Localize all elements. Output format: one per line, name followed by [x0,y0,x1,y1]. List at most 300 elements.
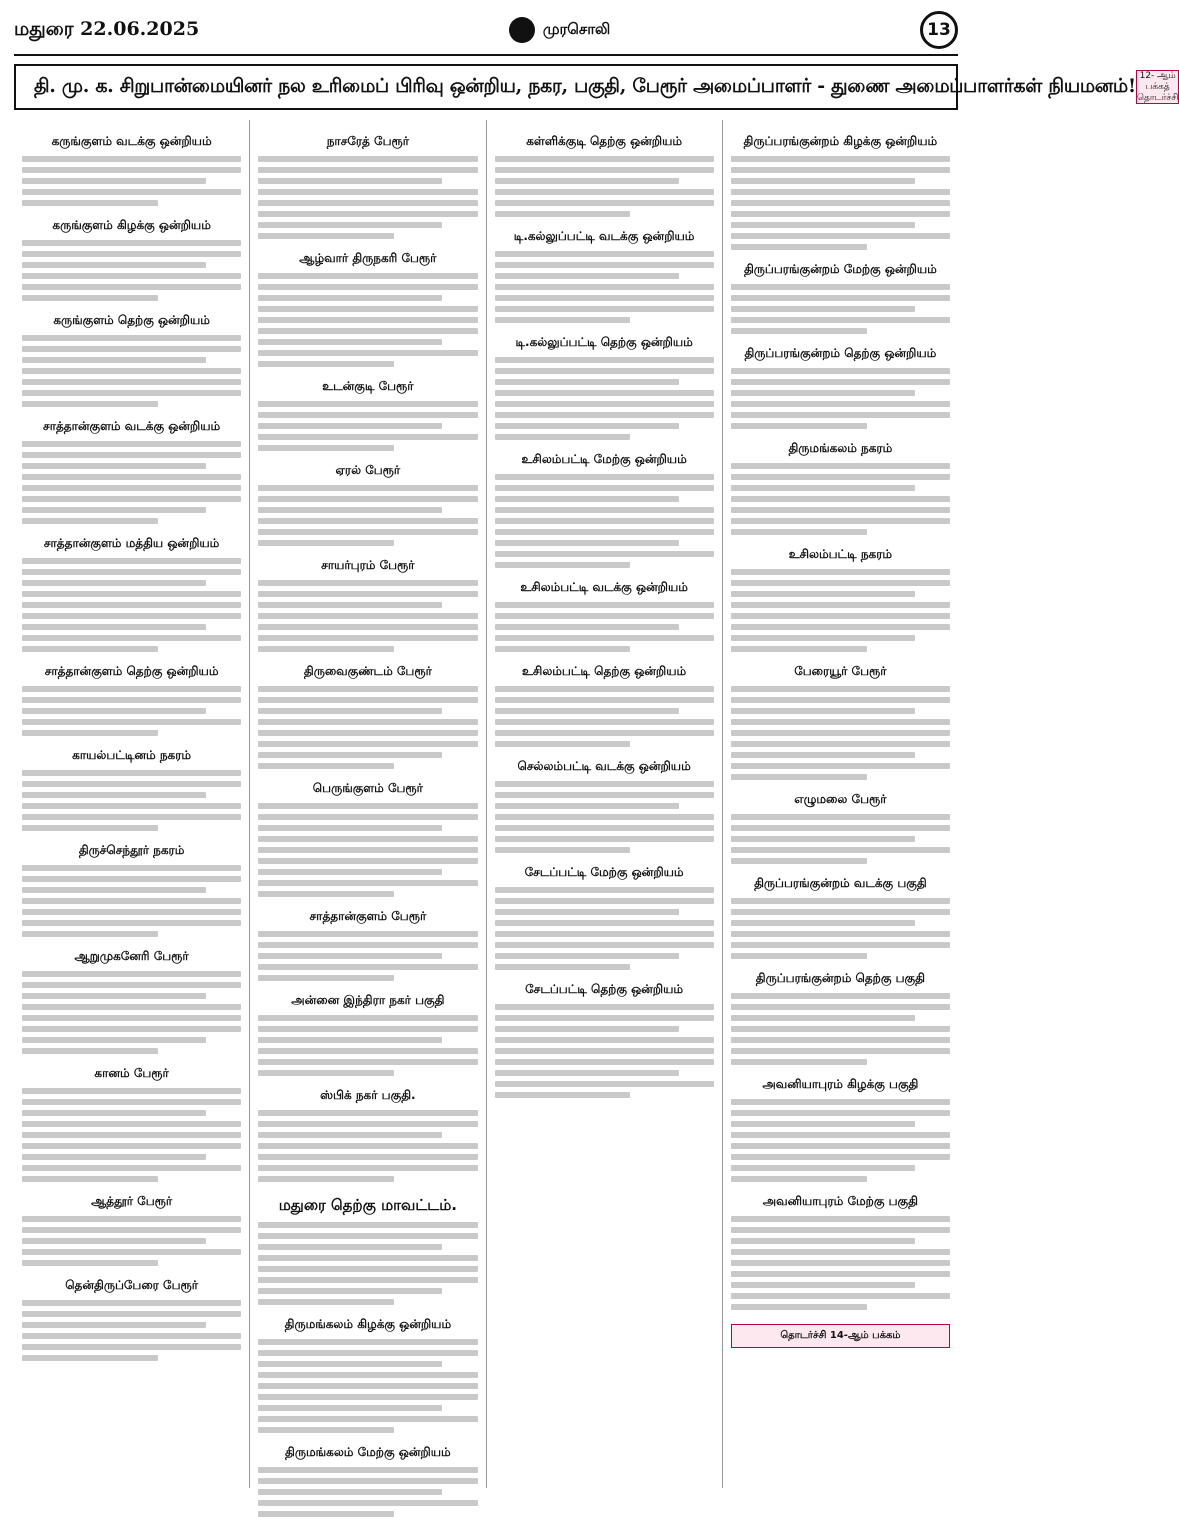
section-heading: சாத்தான்குளம் மத்திய ஒன்றியம் [43,536,220,550]
text-line [258,178,442,184]
text-line [22,602,241,608]
section-heading: திருவைகுண்டம் பேரூர் [303,664,432,678]
text-line [495,964,631,970]
text-line [731,953,867,959]
text-line [258,284,477,290]
text-line [731,697,950,703]
column-2 [250,120,486,1488]
text-line [22,887,206,893]
headline: தி. மு. க. சிறுபான்மையினர் நல உரிமைப் பிரிவு ஒன்றிய, நகர, பகுதி, பேரூர் அமைப்பாளர் - துணை அமைப்பாளர்கள் நியமனம்! [34,74,1136,97]
article-columns [14,120,958,1488]
text-line [495,1048,714,1054]
text-line [731,1026,950,1032]
section-body [258,1110,477,1182]
text-line [258,339,442,345]
text-line [731,306,915,312]
section-heading: அவனியாபுரம் கிழக்கு பகுதி [762,1077,919,1091]
text-line [731,1227,950,1233]
text-line [731,719,950,725]
text-line [495,262,714,268]
text-line [731,317,950,323]
section-heading: ஏரல் பேரூர் [335,463,401,477]
text-line [22,200,158,206]
text-line [22,931,158,937]
text-line [258,580,477,586]
text-line [731,423,867,429]
text-line [22,1300,241,1306]
text-line [731,569,950,575]
text-line [258,1143,477,1149]
text-line [258,167,477,173]
text-line [258,273,477,279]
text-line [22,730,158,736]
text-line [258,1350,477,1356]
text-line [258,518,477,524]
section-heading: திருமங்கலம் மேற்கு ஒன்றியம் [285,1445,451,1459]
text-line [22,1344,241,1350]
text-line [495,697,714,703]
text-line [731,708,915,714]
section-heading: சேடப்பட்டி தெற்கு ஒன்றியம் [525,982,684,996]
text-line [731,686,950,692]
text-line [22,379,241,385]
text-line [731,635,915,641]
text-line [22,719,241,725]
text-line [258,401,477,407]
section-heading: திருமங்கலம் நகரம் [788,441,893,455]
text-line [495,836,714,842]
text-line [22,814,241,820]
text-line [258,741,477,747]
text-line [258,507,442,513]
text-line [495,507,714,513]
section-body [22,686,241,736]
section-heading: சாத்தான்குளம் வடக்கு ஒன்றியம் [43,419,221,433]
text-line [731,1260,950,1266]
section-heading: அன்னை இந்திரா நகர் பகுதி [291,993,445,1007]
text-line [258,931,477,937]
text-line [495,1070,679,1076]
text-line [495,1004,714,1010]
text-line [22,346,241,352]
section-heading: உசிலம்பட்டி வடக்கு ஒன்றியம் [520,580,688,594]
text-line [22,401,158,407]
text-line [22,1322,206,1328]
section-heading: உசிலம்பட்டி மேற்கு ஒன்றியம் [521,452,687,466]
text-line [22,1099,241,1105]
text-line [495,189,714,195]
text-line [258,1288,442,1294]
text-line [22,591,241,597]
section-heading: திருப்பரங்குன்றம் வடக்கு பகுதி [754,876,927,890]
continued-on-tag: தொடர்ச்சி 14-ஆம் பக்கம் [731,1324,950,1348]
section-body [731,1099,950,1182]
text-line [258,1015,477,1021]
section-body [258,401,477,451]
text-line [495,708,679,714]
text-line [22,518,158,524]
text-line [495,825,714,831]
text-line [258,825,442,831]
text-line [731,1165,915,1171]
masthead [14,8,958,52]
text-line [258,1165,477,1171]
section-heading: சாத்தான்குளம் பேரூர் [309,909,427,923]
section-heading: கருங்குளம் கிழக்கு ஒன்றியம் [52,218,211,232]
text-line [495,792,714,798]
text-line [258,1244,442,1250]
paper-title [509,17,611,43]
text-line [495,251,714,257]
text-line [495,814,714,820]
section-body [495,887,714,970]
text-line [731,222,915,228]
text-line [495,1015,714,1021]
section-heading: திருப்பரங்குன்றம் தெற்கு பகுதி [755,971,925,985]
text-line [22,865,241,871]
section-heading: திருச்செந்தூர் நகரம் [78,843,185,857]
text-line [258,1026,477,1032]
text-line [495,847,631,853]
text-line [22,1037,206,1043]
text-line [22,335,241,341]
section-body [731,993,950,1065]
paper-name: முரசொலி [542,20,611,38]
text-line [22,613,241,619]
section-body [22,156,241,206]
text-line [731,613,950,619]
text-line [258,891,394,897]
section-body [258,686,477,769]
text-line [258,1427,394,1433]
text-line [731,233,950,239]
text-line [258,1233,477,1239]
text-line [258,1255,477,1261]
text-line [731,390,915,396]
text-line [731,591,915,597]
section-body [731,284,950,334]
text-line [495,1037,714,1043]
text-line [731,518,950,524]
text-line [731,1271,950,1277]
section-heading: திருப்பரங்குன்றம் கிழக்கு ஒன்றியம் [743,134,938,148]
text-line [495,529,714,535]
text-line [258,1489,442,1495]
text-line [258,591,477,597]
text-line [731,1004,950,1010]
text-line [22,993,206,999]
text-line [258,697,477,703]
text-line [258,1339,477,1345]
section-body [22,971,241,1054]
section-body [258,1222,477,1305]
text-line [495,178,679,184]
text-line [22,1176,158,1182]
text-line [22,167,241,173]
text-line [22,1026,241,1032]
text-line [731,858,867,864]
section-body [495,156,714,217]
section-body [495,251,714,323]
section-body [731,686,950,780]
text-line [22,1333,241,1339]
text-line [22,580,206,586]
text-line [731,1099,950,1105]
text-line [731,1059,867,1065]
column-1 [14,120,250,1488]
text-line [495,401,714,407]
text-line [731,920,915,926]
section-heading: மதுரை தெற்கு மாவட்டம். [278,1196,458,1214]
text-line [731,1015,915,1021]
text-line [495,200,714,206]
text-line [731,1110,950,1116]
text-line [495,540,679,546]
text-line [258,1110,477,1116]
section-body [731,156,950,250]
text-line [258,233,394,239]
text-line [258,847,477,853]
text-line [258,975,394,981]
text-line [258,1500,477,1506]
text-line [258,1299,394,1305]
text-line [731,496,950,502]
headline-box [14,64,1179,110]
text-line [495,1092,631,1098]
text-line [495,317,631,323]
text-line [22,1311,241,1317]
text-line [22,1110,206,1116]
text-line [495,357,714,363]
text-line [22,1048,158,1054]
text-line [495,803,679,809]
section-body [258,803,477,897]
text-line [258,412,477,418]
text-line [22,240,241,246]
section-body [495,1004,714,1098]
text-line [258,1277,477,1283]
section-heading: அவனியாபுரம் மேற்கு பகுதி [762,1194,918,1208]
text-line [258,1372,477,1378]
text-line [22,1154,206,1160]
date-line: மதுரை 22.06.2025 [14,17,200,40]
section-heading: சேடப்பட்டி மேற்கு ஒன்றியம் [524,865,684,879]
text-line [22,1216,241,1222]
text-line [731,580,950,586]
text-line [731,1176,867,1182]
text-line [258,752,442,758]
text-line [495,1026,679,1032]
text-line [258,814,477,820]
text-line [495,719,714,725]
text-line [22,1004,241,1010]
text-line [22,569,241,575]
text-line [495,741,631,747]
section-body [731,569,950,652]
text-line [495,412,714,418]
text-line [22,635,241,641]
text-line [22,1227,241,1233]
section-body [22,558,241,652]
section-body [495,357,714,440]
text-line [258,763,394,769]
section-body [258,931,477,981]
text-line [731,1304,867,1310]
text-line [22,156,241,162]
text-line [22,507,206,513]
section-body [22,441,241,524]
text-line [495,390,714,396]
text-line [22,876,241,882]
section-body [22,1216,241,1266]
text-line [22,1355,158,1361]
text-line [731,211,950,217]
text-line [731,825,950,831]
text-line [731,1037,950,1043]
text-line [495,167,714,173]
text-line [495,474,714,480]
text-line [258,624,477,630]
text-line [731,178,915,184]
section-heading: திருப்பரங்குன்றம் மேற்கு ஒன்றியம் [743,262,937,276]
text-line [731,847,950,853]
text-line [22,803,241,809]
text-line [495,434,631,440]
text-line [22,284,241,290]
text-line [22,781,241,787]
text-line [258,1154,477,1160]
text-line [22,982,241,988]
section-body [258,1467,477,1517]
text-line [731,379,950,385]
text-line [258,189,477,195]
text-line [495,273,679,279]
text-line [258,529,477,535]
text-line [731,485,915,491]
text-line [258,445,394,451]
text-line [731,1293,950,1299]
text-line [495,368,714,374]
section-body [22,240,241,301]
text-line [258,646,394,652]
text-line [258,942,477,948]
continuation-line-1: 12- ஆம் பக்கத் [1139,70,1176,92]
section-body [495,474,714,568]
text-line [258,858,477,864]
section-body [22,865,241,937]
text-line [731,646,867,652]
section-heading: சாத்தான்குளம் தெற்கு ஒன்றியம் [44,664,219,678]
text-line [258,613,477,619]
text-line [731,167,950,173]
text-line [495,423,679,429]
section-heading: கருங்குளம் வடக்கு ஒன்றியம் [51,134,212,148]
text-line [22,295,158,301]
text-line [495,909,679,915]
text-line [22,441,241,447]
text-line [258,1132,442,1138]
section-body [22,1300,241,1361]
text-line [731,624,950,630]
masthead-rule [14,54,958,56]
text-line [731,1143,950,1149]
text-line [22,1238,206,1244]
section-heading: தென்திருப்பேரை பேரூர் [65,1278,199,1292]
section-heading: ஆத்தூர் பேரூர் [91,1194,173,1208]
text-line [495,898,714,904]
text-line [731,741,950,747]
text-line [22,368,241,374]
rising-sun-icon [509,17,535,43]
text-line [258,803,477,809]
text-line [731,1048,950,1054]
text-line [258,1222,477,1228]
text-line [258,1383,477,1389]
text-line [731,836,915,842]
text-line [495,613,714,619]
text-line [495,211,631,217]
text-line [22,485,241,491]
text-line [258,635,477,641]
section-heading: ஆறுமுகனேரி பேரூர் [74,949,189,963]
section-heading: சாயர்புரம் பேரூர் [321,558,415,572]
text-line [22,1121,241,1127]
text-line [258,350,477,356]
text-line [731,1238,915,1244]
text-line [258,1121,477,1127]
text-line [258,328,477,334]
section-body [258,580,477,652]
section-body [258,485,477,546]
text-line [22,708,206,714]
text-line [731,730,950,736]
text-line [731,602,950,608]
text-line [731,401,950,407]
text-line [258,708,442,714]
section-heading: பெருங்குளம் பேரூர் [312,781,423,795]
section-heading: கள்ளிக்குடி தெற்கு ஒன்றியம் [526,134,683,148]
text-line [22,792,206,798]
text-line [731,752,915,758]
section-heading: கானம் பேரூர் [94,1066,169,1080]
text-line [22,189,241,195]
text-line [495,942,714,948]
text-line [258,1478,477,1484]
text-line [22,251,241,257]
text-line [731,1154,950,1160]
text-line [731,368,950,374]
text-line [22,825,158,831]
text-line [258,1070,394,1076]
text-line [495,686,714,692]
text-line [731,412,950,418]
text-line [258,964,477,970]
text-line [258,1176,394,1182]
text-line [731,1121,915,1127]
text-line [731,200,950,206]
text-line [258,1405,442,1411]
text-line [22,898,241,904]
text-line [258,1467,477,1473]
text-line [731,993,950,999]
text-line [731,284,950,290]
text-line [495,635,714,641]
text-line [22,686,241,692]
text-line [258,156,477,162]
text-line [731,898,950,904]
text-line [22,474,241,480]
text-line [731,1282,915,1288]
